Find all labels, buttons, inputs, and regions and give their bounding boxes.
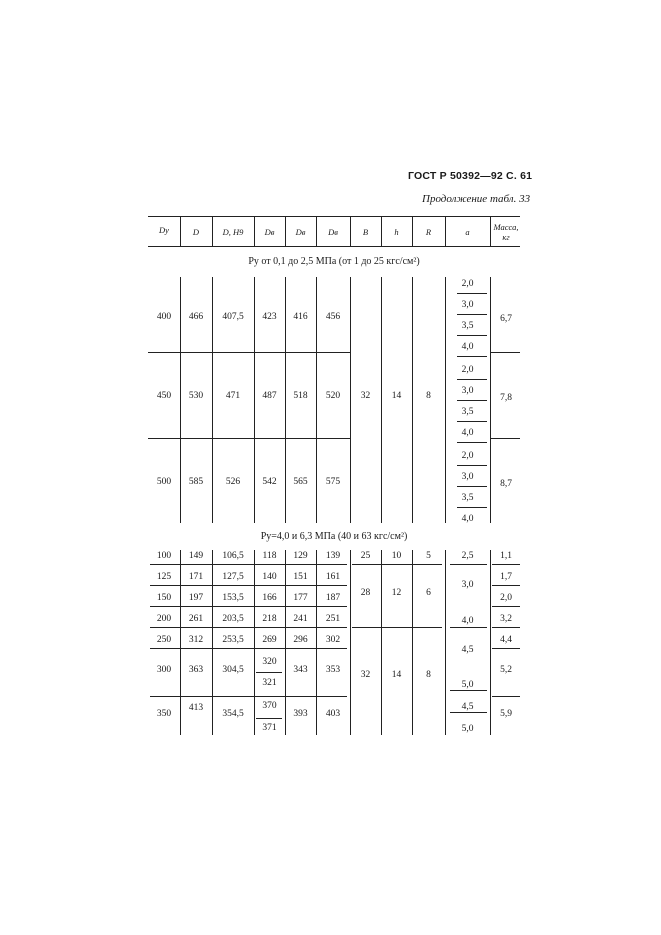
col-header-h: h <box>394 227 399 237</box>
s2-r2-d1: 140 <box>262 572 277 582</box>
s1-r3-a3: 3,5 <box>461 493 474 503</box>
col-header-dy: Dу <box>159 225 169 235</box>
s2-r1-d3: 139 <box>325 551 341 561</box>
header-sep <box>254 216 255 246</box>
s2-g3-h: 14 <box>391 670 402 680</box>
s2-r3-dh9: 153,5 <box>222 593 244 603</box>
s1-r2-d: 530 <box>188 391 204 401</box>
s1-r1-d3: 456 <box>325 312 341 322</box>
s1-shared-b: 32 <box>360 391 371 401</box>
s1-r1-d1: 423 <box>262 312 277 322</box>
header-sep <box>316 216 317 246</box>
s2-a2: 3,0 <box>461 580 474 590</box>
s1-r2-a1: 2,0 <box>461 365 474 375</box>
s2-r6-dy: 300 <box>156 665 172 675</box>
s2-r5-d: 312 <box>188 635 204 645</box>
s2-mass-rule <box>492 606 520 607</box>
s2-g2-r: 6 <box>426 588 431 598</box>
header-sep <box>381 216 382 246</box>
s2-r2-dh9: 127,5 <box>222 572 244 582</box>
s2-r3-mass: 2,0 <box>500 593 512 603</box>
header-bottom-rule <box>148 246 520 247</box>
s2-r1-dy: 100 <box>156 551 172 561</box>
s1-r1-d: 466 <box>188 312 204 322</box>
header-sep <box>445 216 446 246</box>
header-sep <box>285 216 286 246</box>
s2-r6-dh9: 304,5 <box>222 665 244 675</box>
a-underline <box>457 314 487 315</box>
s2-row-rule <box>150 606 347 607</box>
s2-r7-dh9: 354,5 <box>222 709 244 719</box>
s2-mass-rule <box>492 627 520 628</box>
s2-mass-rule <box>492 696 520 697</box>
s2-r3-dy: 150 <box>156 593 172 603</box>
s2-r6-d: 363 <box>188 665 204 675</box>
col-header-mass: Масса, кг <box>493 222 519 242</box>
s2-vline <box>350 550 351 735</box>
s1-r1-a4: 4,0 <box>461 342 474 352</box>
s2-a3: 4,0 <box>461 616 474 626</box>
s2-a-rule <box>450 690 487 691</box>
s2-r7-d: 413 <box>188 703 204 713</box>
s2-a7: 5,0 <box>461 724 474 734</box>
s1-r3-a2: 3,0 <box>461 472 474 482</box>
s2-row-rule <box>150 627 347 628</box>
s1-r2-a4: 4,0 <box>461 428 474 438</box>
s2-r5-d1: 269 <box>262 635 277 645</box>
standard-header: ГОСТ Р 50392—92 С. 61 <box>408 170 533 182</box>
s2-a4: 4,5 <box>461 645 474 655</box>
s2-r3-d2: 177 <box>293 593 308 603</box>
s2-r7-d3: 403 <box>325 709 341 719</box>
header-sep <box>490 216 491 246</box>
s2-r3-d1: 166 <box>262 593 277 603</box>
a-underline <box>457 400 487 401</box>
section1-title: Pу от 0,1 до 2,5 МПа (от 1 до 25 кгс/см²) <box>248 256 420 267</box>
s2-row-rule <box>150 564 347 565</box>
s1-r2-mass: 7,8 <box>500 393 512 403</box>
a-underline <box>457 293 487 294</box>
a-underline <box>457 486 487 487</box>
s2-r4-d: 261 <box>188 614 204 624</box>
header-sep <box>180 216 181 246</box>
s2-g2-h: 12 <box>391 588 402 598</box>
s2-vline <box>381 550 382 735</box>
s1-r3-mass: 8,7 <box>500 479 512 489</box>
col-header-r: R <box>425 227 432 237</box>
s1-r3-a1: 2,0 <box>461 451 474 461</box>
s2-r5-dh9: 253,5 <box>222 635 244 645</box>
s1-row-sep <box>148 352 350 353</box>
s1-vline <box>445 277 446 523</box>
s2-r2-dy: 125 <box>156 572 172 582</box>
s2-r6-d1a: 320 <box>262 657 277 667</box>
col-header-d2: Dв <box>295 227 306 237</box>
col-header-d1: Dв <box>264 227 275 237</box>
a-underline <box>457 421 487 422</box>
col-header-d3: Dв <box>328 227 338 237</box>
col-header-d: D <box>192 227 200 237</box>
s1-r2-a2: 3,0 <box>461 386 474 396</box>
s2-r2-d3: 161 <box>325 572 341 582</box>
s2-r6-d2: 343 <box>293 665 308 675</box>
s1-r2-d2: 518 <box>293 391 308 401</box>
s2-a5: 5,0 <box>461 680 474 690</box>
s2-mass-rule <box>492 585 520 586</box>
s2-r5-dy: 250 <box>156 635 172 645</box>
s2-a6: 4,5 <box>461 702 474 712</box>
s2-r5-mass: 4,4 <box>500 635 512 645</box>
s2-group-rule <box>352 564 442 565</box>
s2-r2-d: 171 <box>188 572 204 582</box>
s2-r7-d1a: 370 <box>262 701 277 711</box>
s2-r5-d2: 296 <box>293 635 308 645</box>
s1-r2-a3: 3,5 <box>461 407 474 417</box>
s2-r6-d3: 353 <box>325 665 341 675</box>
s2-r4-d3: 251 <box>325 614 341 624</box>
col-header-b: B <box>362 227 369 237</box>
s2-r1-dh9: 106,5 <box>222 551 244 561</box>
s1-r3-d1: 542 <box>262 477 277 487</box>
a-underline <box>457 442 487 443</box>
col-header-a: a <box>465 227 470 237</box>
s2-d1-split <box>256 718 282 719</box>
section2-title: Pу=4,0 и 6,3 МПа (40 и 63 кгс/см²) <box>260 531 408 542</box>
s1-r3-dh9: 526 <box>225 477 241 487</box>
table-top-rule <box>148 216 520 217</box>
s1-r3-d2: 565 <box>293 477 308 487</box>
s2-g3-b: 32 <box>360 670 371 680</box>
s1-row-sep <box>490 438 520 439</box>
s2-r2-mass: 1,7 <box>500 572 512 582</box>
s1-r1-a2: 3,0 <box>461 300 474 310</box>
s2-r2-d2: 151 <box>293 572 308 582</box>
s2-r1-d2: 129 <box>293 551 308 561</box>
s2-r6-d1b: 321 <box>262 678 277 688</box>
a-underline <box>457 356 487 357</box>
s2-a-rule <box>450 712 487 713</box>
s2-r1-d: 149 <box>188 551 204 561</box>
header-sep <box>412 216 413 246</box>
s1-r3-d3: 575 <box>325 477 341 487</box>
s2-r1-d1: 118 <box>262 551 277 561</box>
s2-d1-split <box>256 672 282 673</box>
a-underline <box>457 379 487 380</box>
s1-r3-a4: 4,0 <box>461 514 474 524</box>
s1-r2-d1: 487 <box>262 391 277 401</box>
s1-shared-r: 8 <box>426 391 431 401</box>
s2-row-rule <box>150 696 347 697</box>
s2-a1: 2,5 <box>461 551 474 561</box>
s1-r1-a3: 3,5 <box>461 321 474 331</box>
s1-r1-a1: 2,0 <box>461 279 474 289</box>
header-sep <box>212 216 213 246</box>
s2-r7-dy: 350 <box>156 709 172 719</box>
s2-r3-d: 197 <box>188 593 204 603</box>
s1-row-sep <box>490 352 520 353</box>
s2-r7-mass: 5,9 <box>500 709 512 719</box>
a-underline <box>457 465 487 466</box>
s1-r1-dh9: 407,5 <box>222 312 244 322</box>
s2-g2-b: 28 <box>360 588 371 598</box>
s1-r1-d2: 416 <box>293 312 308 322</box>
s1-r2-d3: 520 <box>325 391 341 401</box>
s2-r4-dy: 200 <box>156 614 172 624</box>
s2-g1-r: 5 <box>426 551 431 561</box>
s2-mass-rule <box>492 564 520 565</box>
s2-r4-dh9: 203,5 <box>222 614 244 624</box>
s2-g1-h: 10 <box>391 551 402 561</box>
s2-vline <box>412 550 413 735</box>
s2-r4-mass: 3,2 <box>500 614 512 624</box>
s2-r4-d1: 218 <box>262 614 277 624</box>
s2-r7-d1b: 371 <box>262 723 277 733</box>
s2-r1-mass: 1,1 <box>500 551 512 561</box>
s2-a-rule <box>450 564 487 565</box>
s1-r1-mass: 6,7 <box>500 314 512 324</box>
s1-shared-h: 14 <box>391 391 402 401</box>
s2-g1-b: 25 <box>360 551 371 561</box>
continuation-label: Продолжение табл. 33 <box>422 193 531 205</box>
s1-row-sep <box>148 438 350 439</box>
s1-r2-dh9: 471 <box>225 391 241 401</box>
s2-row-rule <box>150 648 347 649</box>
s1-r3-d: 585 <box>188 477 204 487</box>
a-underline <box>457 335 487 336</box>
s2-mass-rule <box>492 648 520 649</box>
s2-a-rule <box>450 627 487 628</box>
col-header-d-h9: D, H9 <box>222 227 244 237</box>
s2-r7-d2: 393 <box>293 709 308 719</box>
s2-r5-d3: 302 <box>325 635 341 645</box>
s2-r3-d3: 187 <box>325 593 341 603</box>
s2-row-rule <box>150 585 347 586</box>
header-sep <box>350 216 351 246</box>
s1-r3-dy: 500 <box>156 477 172 487</box>
s2-g3-r: 8 <box>426 670 431 680</box>
s1-r1-dy: 400 <box>156 312 172 322</box>
s1-r2-dy: 450 <box>156 391 172 401</box>
s2-r4-d2: 241 <box>293 614 308 624</box>
s2-group-rule <box>352 627 442 628</box>
s2-r6-mass: 5,2 <box>500 665 512 675</box>
a-underline <box>457 507 487 508</box>
